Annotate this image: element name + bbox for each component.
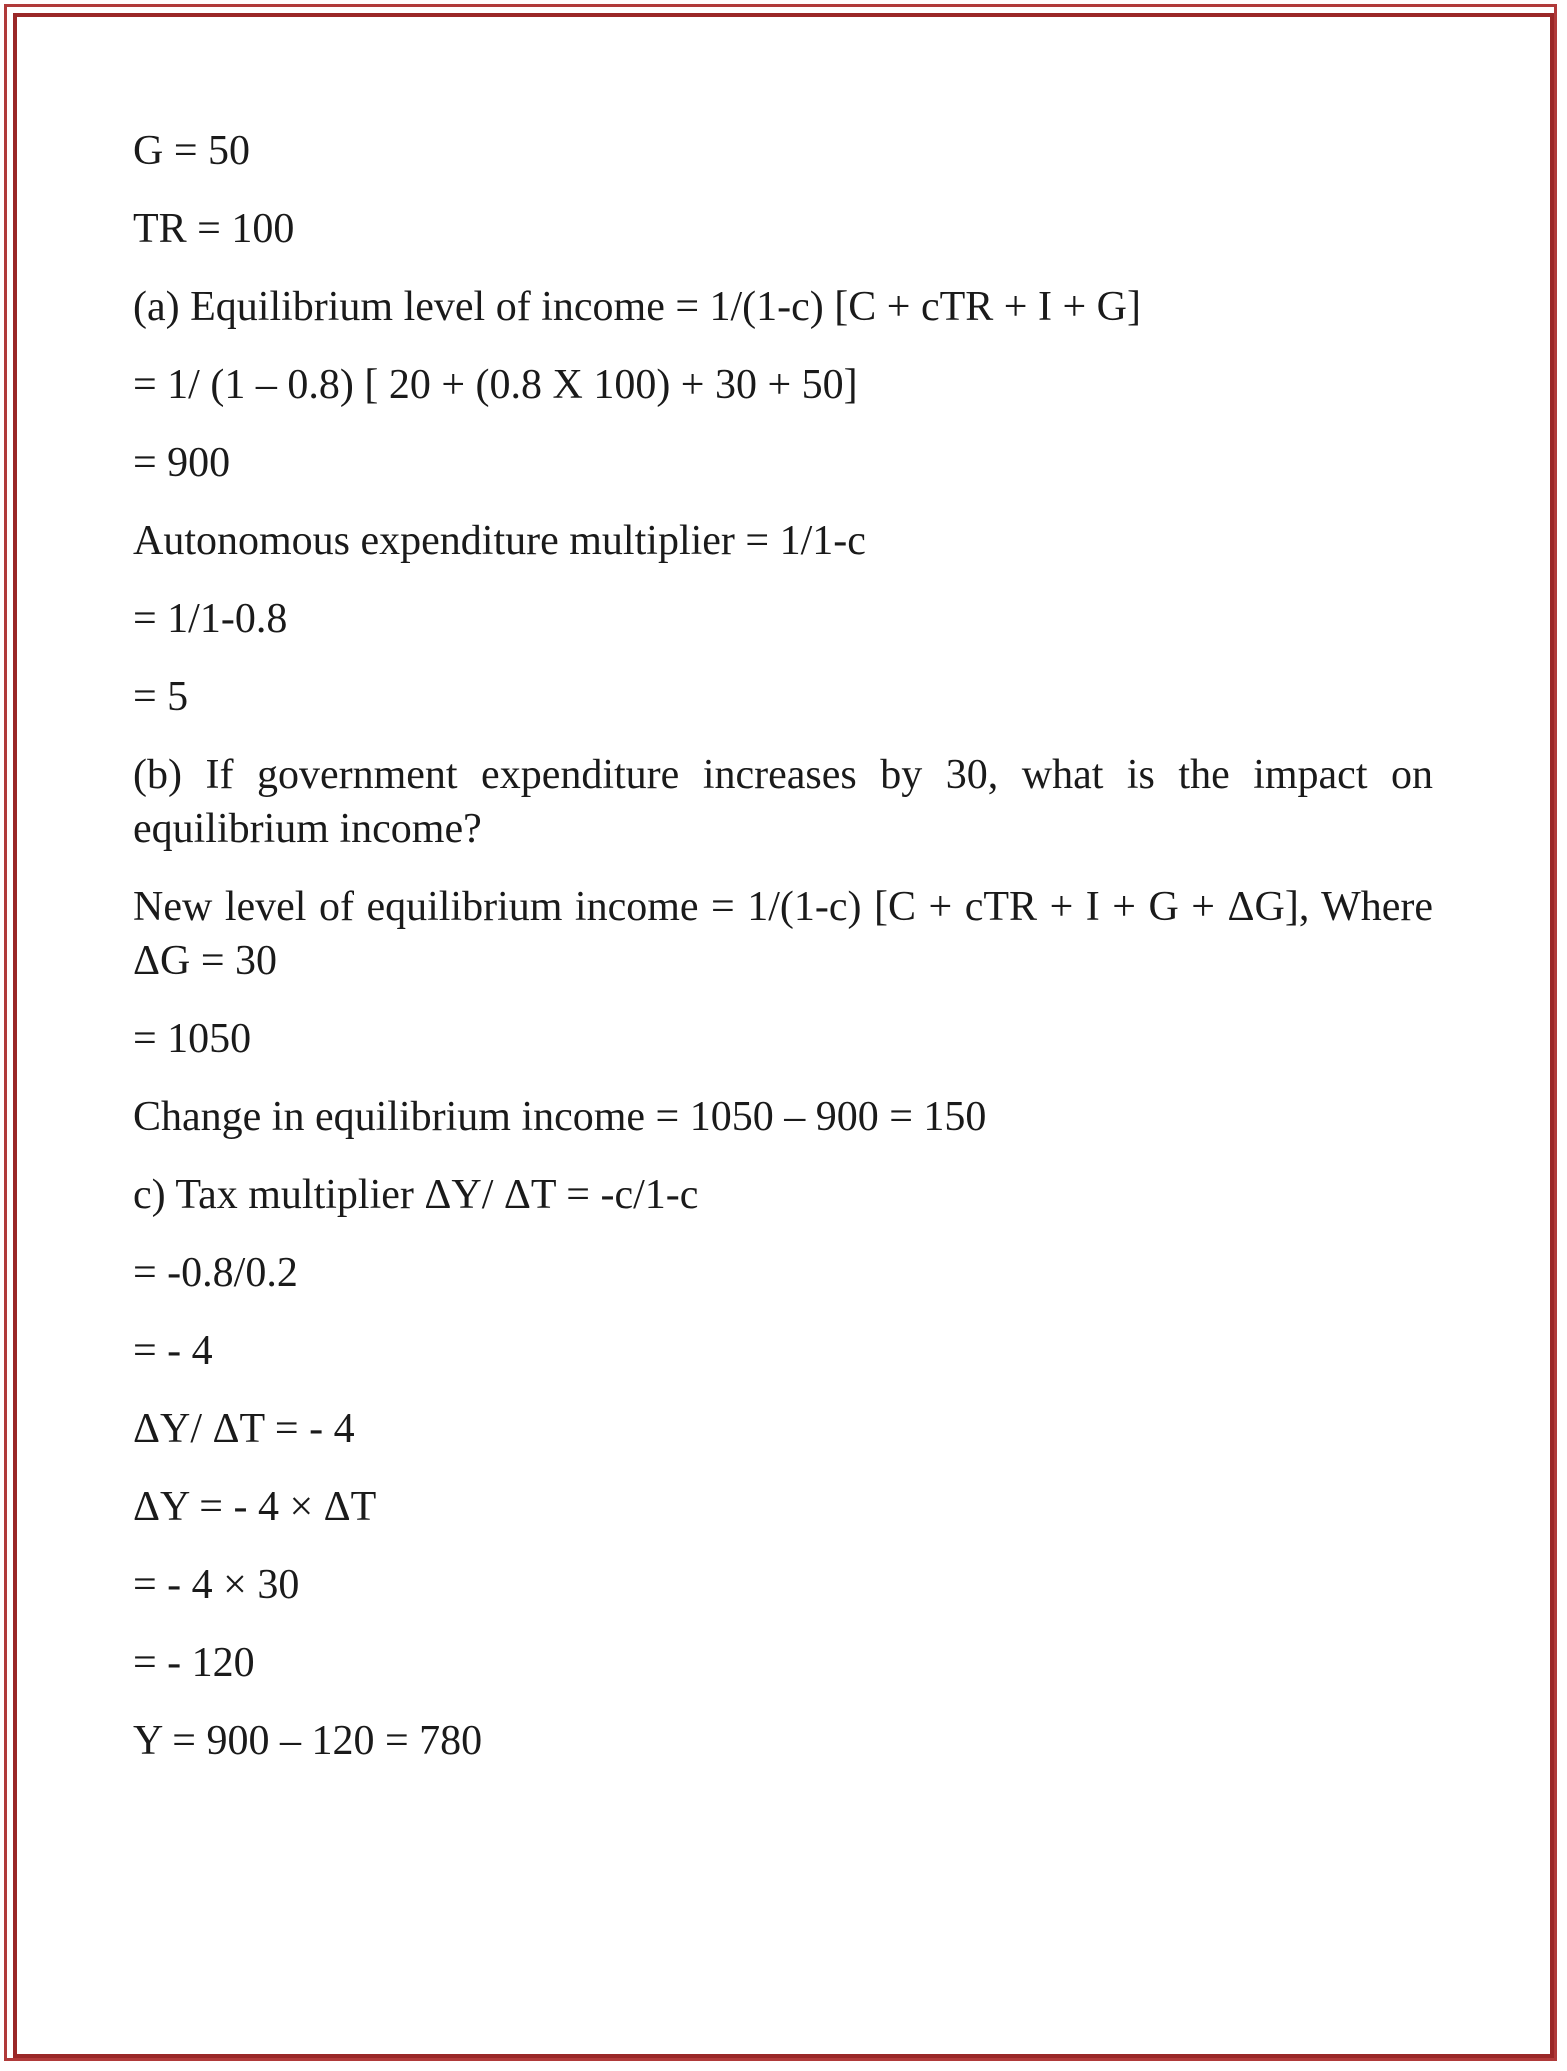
solution-text (133, 124, 1433, 1792)
part-b-question: (b) If government expenditure increases by 30, what is the impact on equilibrium income? (133, 752, 1433, 852)
part-a-formula: (a) Equilibrium level of income = 1/(1-c) [C + cTR + I + G] (133, 284, 1141, 330)
final-income: Y = 900 – 120 = 780 (133, 1718, 483, 1764)
multiplier-formula: Autonomous expenditure multiplier = 1/1-c (133, 518, 866, 564)
part-c-formula: c) Tax multiplier ΔY/ ΔT = -c/1-c (133, 1172, 699, 1218)
given-tr: TR = 100 (133, 206, 295, 252)
part-b-change: Change in equilibrium income = 1050 – 900 = 150 (133, 1094, 987, 1140)
delta-y-formula: ΔY = - 4 × ΔT (133, 1484, 377, 1530)
tax-ratio: ΔY/ ΔT = - 4 (133, 1406, 355, 1452)
part-a-result: = 900 (133, 440, 231, 486)
part-c-result: = - 4 (133, 1328, 213, 1374)
part-a-substitution: = 1/ (1 – 0.8) [ 20 + (0.8 X 100) + 30 + 50] (133, 362, 858, 408)
multiplier-substitution: = 1/1-0.8 (133, 596, 288, 642)
given-g: G = 50 (133, 128, 251, 174)
part-b-result: = 1050 (133, 1016, 252, 1062)
delta-y-substitution: = - 4 × 30 (133, 1562, 300, 1608)
multiplier-result: = 5 (133, 674, 189, 720)
part-c-substitution: = -0.8/0.2 (133, 1250, 298, 1296)
delta-y-result: = - 120 (133, 1640, 255, 1686)
part-b-formula: New level of equilibrium income = 1/(1-c) [C + cTR + I + G + ΔG], Where ΔG = 30 (133, 884, 1433, 984)
